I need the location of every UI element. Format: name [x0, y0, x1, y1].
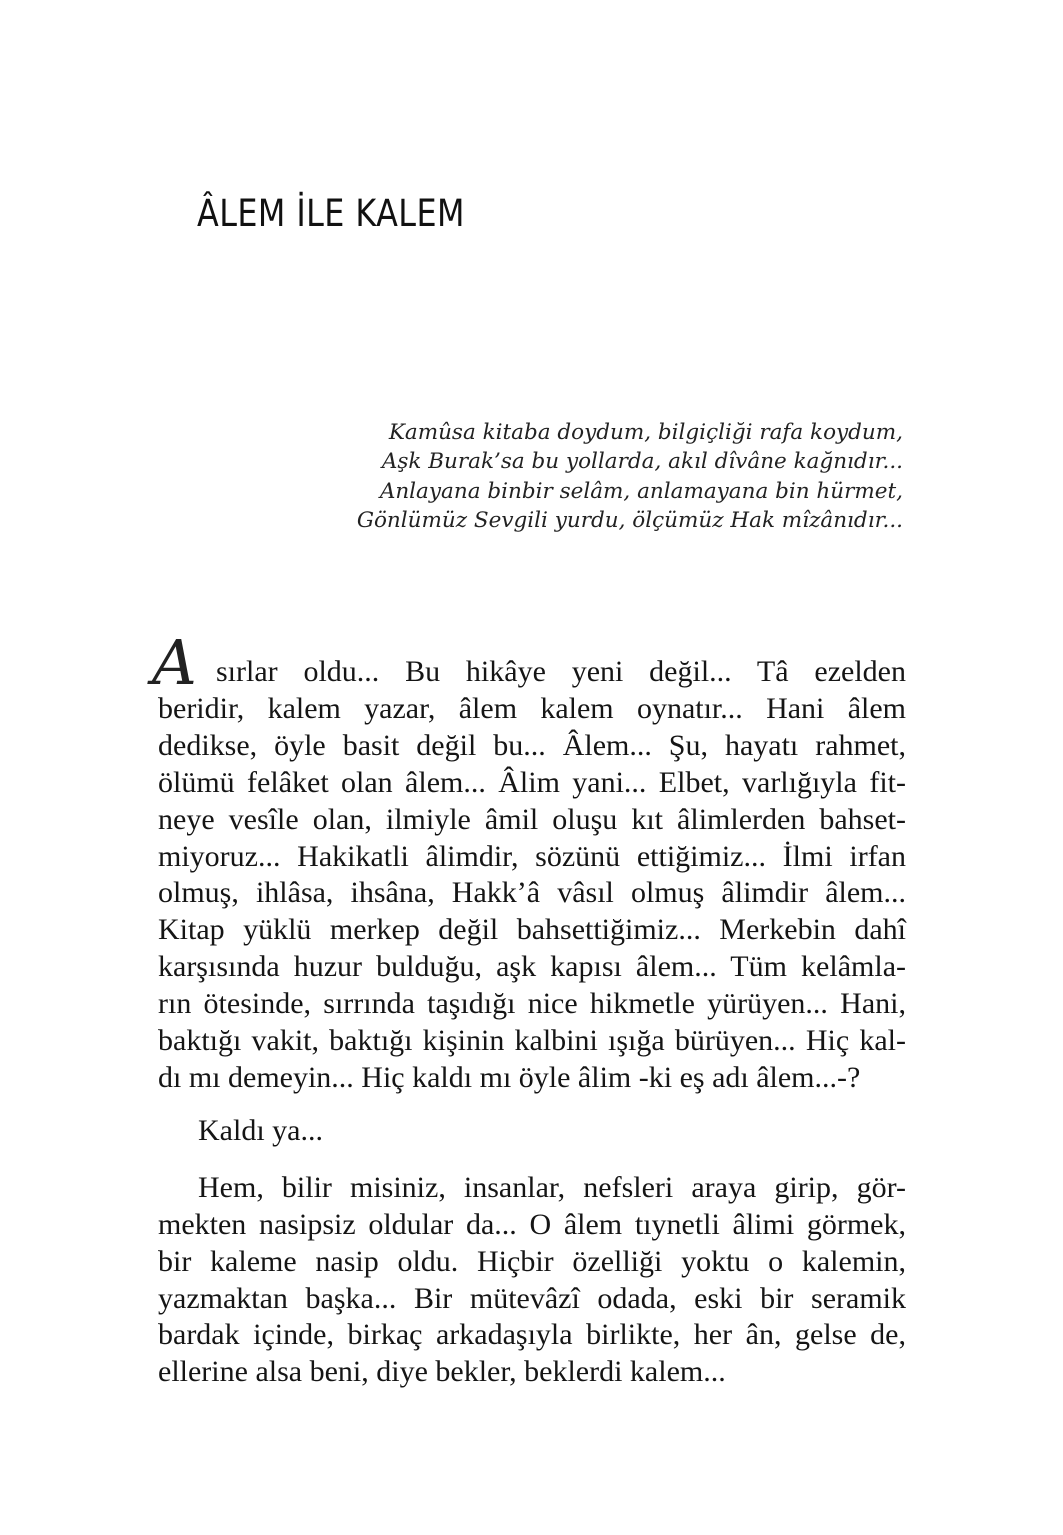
paragraph-3: [158, 1170, 906, 1391]
chapter-title: ÂLEM İLE KALEM: [197, 192, 465, 235]
text-line: karşısında huzur bulduğu, aşk kapısı âlem... Tüm kelâmla-: [158, 950, 906, 984]
text-line: Hem, bilir misiniz, insanlar, nefsleri araya girip, gör-: [198, 1170, 906, 1204]
body-text: [152, 626, 906, 1391]
text-line: neye vesîle olan, ilmiyle âmil oluşu kıt âlimlerden bahset-: [158, 802, 906, 836]
epigraph-line: Aşk Burak’sa bu yollarda, akıl dîvâne kağnıdır...: [381, 449, 903, 475]
epigraph-poem: [263, 418, 903, 535]
text-line: bir kaleme nasip oldu. Hiçbir özelliği yoktu o kalemin,: [158, 1244, 906, 1278]
text-line: miyoruz... Hakikatli âlimdir, sözünü ettiğimiz... İlmi irfan: [158, 839, 906, 873]
text-line: mekten nasipsiz oldular da... O âlem tıynetli âlimi görmek,: [158, 1207, 906, 1241]
epigraph-line: Gönlümüz Sevgili yurdu, ölçümüz Hak mîzânıdır...: [356, 507, 903, 533]
dropcap-letter: A: [152, 626, 197, 699]
text-line: olmuş, ihlâsa, ihsâna, Hakk’â vâsıl olmuş âlimdir âlem...: [158, 876, 906, 910]
text-line: dı mı demeyin... Hiç kaldı mı öyle âlim -ki eş adı âlem...-?: [158, 1060, 861, 1094]
text-line: rın ötesinde, sırrında taşıdığı nice hikmetle yürüyen... Hani,: [158, 987, 906, 1021]
text-line: baktığı vakit, baktığı kişinin kalbini ışığa bürüyen... Hiç kal-: [158, 1024, 906, 1058]
paragraph-1: [152, 626, 906, 1097]
text-line: yazmaktan başka... Bir mütevâzî odada, eski bir seramik: [158, 1281, 906, 1315]
epigraph-line: Kamûsa kitaba doydum, bilgiçliği rafa koydum,: [388, 420, 903, 445]
text-line: beridir, kalem yazar, âlem kalem oynatır... Hani âlem: [158, 691, 906, 725]
text-line: Kitap yüklü merkep değil bahsettiğimiz... Merkebin dahî: [158, 913, 906, 947]
text-line: sırlar oldu... Bu hikâye yeni değil... Tâ ezelden: [216, 655, 906, 688]
text-line: dedikse, öyle basit değil bu... Âlem... Şu, hayatı rahmet,: [158, 728, 906, 762]
paragraph-2: Kaldı ya...: [198, 1113, 323, 1147]
text-line: ölümü felâket olan âlem... Âlim yani... Elbet, varlığıyla fit-: [158, 765, 906, 799]
text-line: bardak içinde, birkaç arkadaşıyla birlikte, her ân, gelse de,: [158, 1318, 906, 1352]
text-line: ellerine alsa beni, diye bekler, beklerdi kalem...: [158, 1355, 726, 1389]
epigraph-line: Anlayana binbir selâm, anlamayana bin hürmet,: [379, 478, 903, 504]
